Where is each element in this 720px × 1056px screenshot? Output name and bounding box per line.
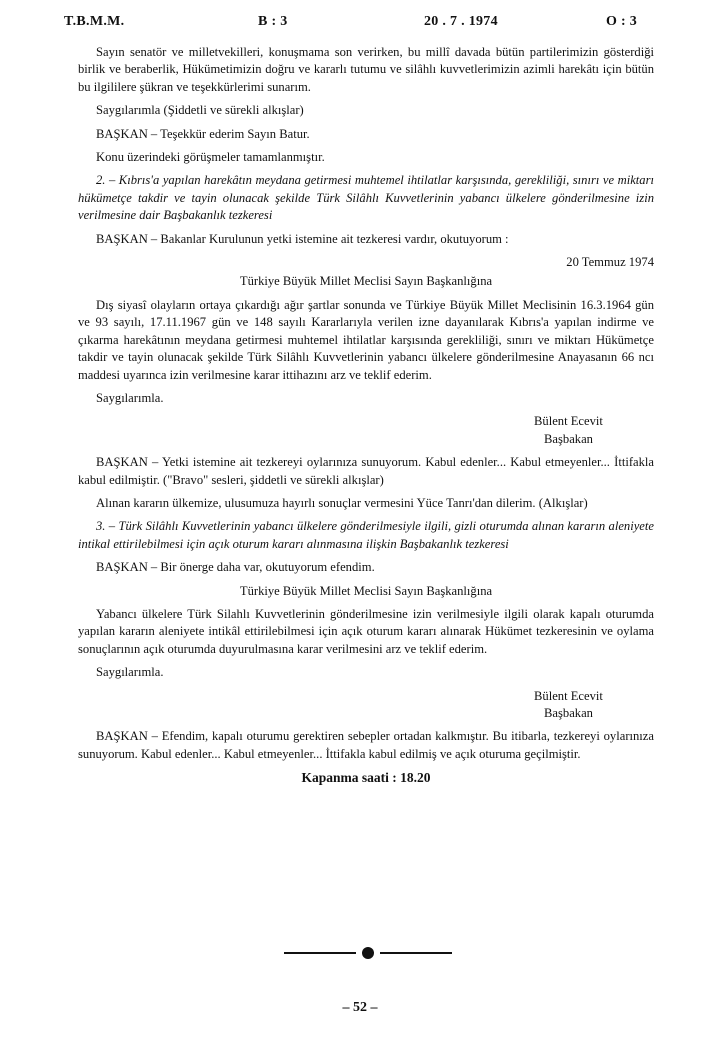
section-divider [284, 946, 454, 960]
header-date: 20 . 7 . 1974 [424, 14, 498, 29]
divider-line-left [284, 952, 356, 954]
document-body [78, 44, 654, 787]
letter-body: Dış siyasî olayların ortaya çıkardığı ağır şartlar sonunda ve Türkiye Büyük Millet Meclisinin 16.3.1964 gün ve 93 sayılı, 17.11.1967 gün ve 148 sayılı Kararlarıyla verilen izne dayanılarak Kıbrıs'a yapılan indirme ve çıkarma harekâtının meydana getirmesi muhtemel ihtilatlar karşısında gerekliliği, sınırı ve miktarı Hükümetçe takdir ve tayin olunacak şekilde Türk Silâhlı Kuvvetlerinin yabancı ülkelere gönderilmesine Anayasanın 66 ncı maddesi uyarınca izin verilmesine karar ittihazını arz ve teklif ederim. [78, 297, 654, 382]
page-number: – 52 – [342, 1000, 378, 1015]
signatory-role: Başbakan [544, 706, 593, 720]
header-volume: B : 3 [258, 14, 288, 29]
paragraph: Alınan kararın ülkemize, ulusumuza hayırlı sonuçlar vermesini Yüce Tanrı'dan dilerim. (Alkışlar) [96, 495, 588, 510]
paragraph: Saygılarımla (Şiddetli ve sürekli alkışlar) [96, 103, 304, 118]
signatory-name: Bülent Ecevit [534, 688, 603, 703]
letter-date: 20 Temmuz 1974 [566, 255, 654, 270]
paragraph: Saygılarımla. [96, 390, 164, 405]
header-journal: T.B.M.M. [64, 14, 125, 29]
letter-body: Yabancı ülkelere Türk Silahlı Kuvvetlerinin gönderilmesine izin verilmesiyle ilgili olarak kapalı oturumda yapılan kararın aleniyete intikâl ettirilebilmesi için açık oturum kararı alınarak Hükümet tezkeresinin ve oylama sonuçlarının açık oturumda duyurulmasına karar verilmesini arz ve teklif ederim. [78, 606, 654, 656]
paragraph: BAŞKAN – Bakanlar Kurulunun yetki istemine ait tezkeresi vardır, okutuyorum : [96, 231, 509, 246]
divider-dot [362, 947, 374, 959]
signatory-role: Başbakan [544, 431, 593, 446]
closing-time: Kapanma saati : 18.20 [301, 770, 431, 786]
agenda-item-2: 2. – Kıbrıs'a yapılan harekâtın meydana getirmesi muhtemel ihtilatlar karşısında, gerekliliği, sınırı ve miktarı hükümetçe takdir ve tayin olunacak şekilde Türk Silâhlı Kuvvetlerinin yabancı ülkelere gönderilmesine izin verilmesine dair Başbakanlık tezkeresi [78, 173, 654, 223]
paragraph: Konu üzerindeki görüşmeler tamamlanmıştır. [96, 150, 325, 165]
header-session: O : 3 [606, 14, 638, 29]
letter-addressee: Türkiye Büyük Millet Meclisi Sayın Başkanlığına [239, 583, 493, 598]
signature-block [78, 688, 654, 723]
signature-block [78, 413, 654, 448]
paragraph: BAŞKAN – Bir önerge daha var, okutuyorum efendim. [96, 560, 375, 575]
signatory-name: Bülent Ecevit [534, 414, 603, 429]
letter-addressee: Türkiye Büyük Millet Meclisi Sayın Başkanlığına [239, 274, 493, 289]
paragraph: Sayın senatör ve milletvekilleri, konuşmama son verirken, bu millî davada bütün partilerimizin gösterdiği birlik ve beraberlik, Hükümetimizin doğru ve kararlı tutumu ve silâhlı kuvvetlerimizin azimli harekâtı için bütün bu ilgililere şükran ve teşekkürlerimi sunarım. [78, 45, 654, 94]
divider-line-right [380, 952, 452, 954]
agenda-item-3: 3. – Türk Silâhlı Kuvvetlerinin yabancı ülkelere gönderilmesiyle ilgili, gizli oturumda alınan kararın aleniyete intikal ettirilebilmesi için açık oturum kararı alınmasına ilişkin Başbakanlık tezkeresi [78, 519, 654, 551]
paragraph: BAŞKAN – Yetki istemine ait tezkereyi oylarınıza sunuyorum. Kabul edenler... Kabul etmeyenler... İttifakla kabul edilmiştir. ("Bravo" sesleri, şiddetli ve sürekli alkışlar) [78, 455, 654, 487]
paragraph: Saygılarımla. [96, 665, 164, 680]
paragraph: BAŞKAN – Teşekkür ederim Sayın Batur. [96, 126, 310, 141]
paragraph: BAŞKAN – Efendim, kapalı oturumu gerektiren sebepler ortadan kalkmıştır. Bu itibarla, tezkereyi oylarınıza sunuyorum. Kabul edenler... Kabul etmeyenler... İttifakla kabul edilmiş ve açık oturuma geçilmiştir. [78, 729, 654, 761]
